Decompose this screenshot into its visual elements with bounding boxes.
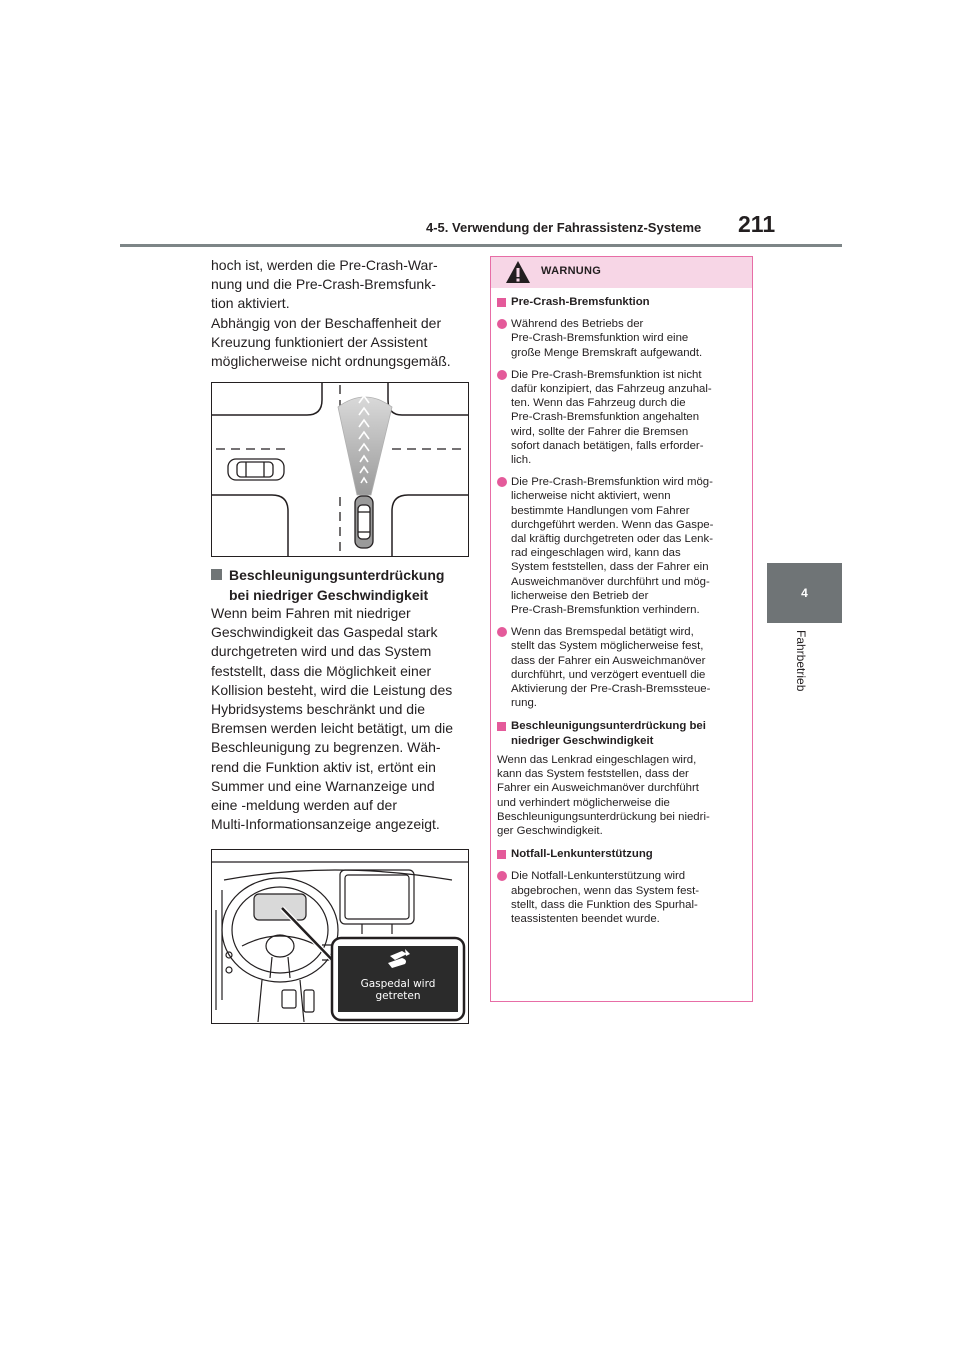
header-divider [120, 244, 842, 247]
display-message [338, 978, 458, 1002]
heading-line: Beschleunigungsunterdrückung [229, 567, 445, 583]
display-text: getreten [375, 990, 421, 1002]
text-line: System feststellen, dass der Fahrer ein [511, 561, 709, 574]
text-line: lich. [511, 454, 532, 467]
text-line: dal kräftig durchgetreten oder das Lenk- [511, 533, 713, 546]
warning-box [490, 256, 753, 1002]
page-number: 211 [738, 211, 776, 237]
text-line: Während des Betriebs der [511, 318, 644, 331]
heading-text: Pre-Crash-Bremsfunktion [511, 296, 650, 308]
text-line: Pre-Crash-Bremsfunktion verhindern. [511, 604, 700, 617]
text-line: Beschleunigung zu begrenzen. Wäh- [211, 739, 441, 756]
text-line: rung. [511, 697, 537, 710]
intro-paragraph [211, 256, 475, 371]
text-line: tion aktiviert. [211, 295, 290, 312]
warning-body [497, 291, 745, 926]
warning-triangle-icon [505, 260, 531, 284]
chapter-label: Fahrbetrieb [794, 630, 808, 692]
warning-bullet [497, 368, 745, 467]
text-line: licherweise nicht aktiviert, wenn [511, 490, 671, 503]
text-line: licherweise den Betrieb der [511, 589, 649, 602]
chapter-number: 4 [801, 586, 808, 600]
text-line: teassistenten beendet wurde. [511, 912, 660, 925]
text-line: Wenn das Bremspedal betätigt wird, [511, 626, 694, 639]
text-line: bestimmte Handlungen vom Fahrer [511, 504, 690, 517]
text-line: Die Pre-Crash-Bremsfunktion ist nicht [511, 368, 702, 381]
text-line: Ausweichmanöver durchführt und mög- [511, 575, 710, 588]
warning-bullet [497, 869, 745, 926]
text-line: Beschleunigungsunterdrückung bei niedri- [497, 810, 710, 823]
text-line: Abhängig von der Beschaffenheit der [211, 314, 442, 331]
heading-text: Notfall-Lenkunterstützung [511, 848, 653, 861]
text-line: dass der Fahrer ein Ausweichmanöver [511, 654, 706, 667]
text-line: Geschwindigkeit das Gaspedal stark [211, 624, 438, 641]
warning-heading [497, 295, 745, 309]
text-line: Kreuzung funktioniert der Assistent [211, 333, 428, 350]
text-line: Wenn beim Fahren mit niedriger [211, 605, 411, 621]
text-line: stellt das System möglicherweise fest, [511, 640, 704, 653]
text-line: durchgetreten wird und das System [211, 643, 432, 660]
text-line: Pre-Crash-Bremsfunktion wird eine [511, 332, 689, 345]
heading-square-icon [497, 722, 506, 731]
section-title: 4-5. Verwendung der Fahrassistenz-Systeme [426, 220, 702, 235]
warning-bullet [497, 625, 745, 710]
text-line: wird, sollte der Fahrer die Bremsen [511, 425, 689, 438]
bullet-dot-icon [497, 477, 507, 487]
text-line: ten. Wenn das Fahrzeug durch die [511, 397, 686, 410]
text-line: Hybridsystems beschränkt und die [211, 701, 425, 718]
intersection-diagram [212, 383, 468, 556]
bullet-dot-icon [497, 370, 507, 380]
text-line: Summer und eine Warnanzeige und [211, 777, 435, 794]
own-vehicle [355, 496, 373, 548]
warning-heading [497, 719, 745, 747]
crossing-vehicle [228, 459, 284, 480]
heading-square-icon [211, 569, 222, 580]
chapter-tab[interactable] [767, 563, 842, 623]
text-line: Fahrer ein Ausweichmanöver durchführt [497, 782, 699, 795]
intersection-figure [211, 382, 469, 557]
warning-heading [497, 847, 745, 861]
warning-paragraph [497, 753, 745, 838]
text-line: abgebrochen, wenn das System fest- [511, 884, 700, 897]
heading-square-icon [497, 298, 506, 307]
warning-bullet [497, 475, 745, 617]
text-line: Multi-Informationsanzeige angezeigt. [211, 816, 440, 833]
bullet-dot-icon [497, 319, 507, 329]
heading-text: niedriger Geschwindigkeit [511, 734, 654, 747]
text-line: feststellt, dass die Möglichkeit einer [211, 662, 432, 679]
text-line: möglicherweise nicht ordnungsgemäß. [211, 353, 451, 370]
bullet-dot-icon [497, 627, 507, 637]
dashboard-figure [211, 849, 469, 1024]
warning-header [491, 257, 752, 288]
heading-line: bei niedriger Geschwindigkeit [229, 587, 429, 603]
section-heading [211, 565, 471, 605]
warning-title: WARNUNG [541, 265, 602, 277]
text-line: dafür konzipiert, das Fahrzeug anzuhal- [511, 383, 712, 396]
text-line: ger Geschwindigkeit. [497, 824, 603, 837]
display-text: Gaspedal wird [360, 978, 436, 990]
text-line: Kollision besteht, wird die Leistung des [211, 681, 453, 698]
text-line: eine -meldung werden auf der [211, 797, 398, 814]
text-line: hoch ist, werden die Pre-Crash-War- [211, 257, 438, 273]
text-line: Die Pre-Crash-Bremsfunktion wird mög- [511, 476, 713, 489]
text-line: durchführt, und verzögert eventuell die [511, 668, 706, 681]
text-line: rend die Funktion aktiv ist, ertönt ein [211, 758, 436, 775]
text-line: Bremsen werden leicht betätigt, um die [211, 720, 454, 737]
section-paragraph [211, 604, 475, 834]
text-line: große Menge Bremskraft aufgewandt. [511, 346, 703, 359]
text-line: Wenn das Lenkrad eingeschlagen wird, [497, 753, 697, 766]
text-line: durchgeführt werden. Wenn das Gaspe- [511, 518, 714, 531]
text-line: und verhindert möglicherweise die [497, 796, 670, 809]
text-line: stellt, dass die Funktion des Spurhal- [511, 898, 698, 911]
text-line: nung und die Pre-Crash-Bremsfunk- [211, 276, 436, 293]
text-line: kann das System feststellen, dass der [497, 768, 689, 781]
heading-square-icon [497, 850, 506, 859]
warning-bullet [497, 317, 745, 360]
text-line: Pre-Crash-Bremsfunktion angehalten [511, 411, 700, 424]
text-line: rad eingeschlagen wird, kann das [511, 547, 681, 560]
text-line: Aktivierung der Pre-Crash-Bremssteue- [511, 683, 711, 696]
heading-text: Beschleunigungsunterdrückung bei [511, 720, 706, 733]
text-line: sofort danach betätigen, falls erforder- [511, 439, 704, 452]
bullet-dot-icon [497, 871, 507, 881]
text-line: Die Notfall-Lenkunterstützung wird [511, 870, 686, 883]
